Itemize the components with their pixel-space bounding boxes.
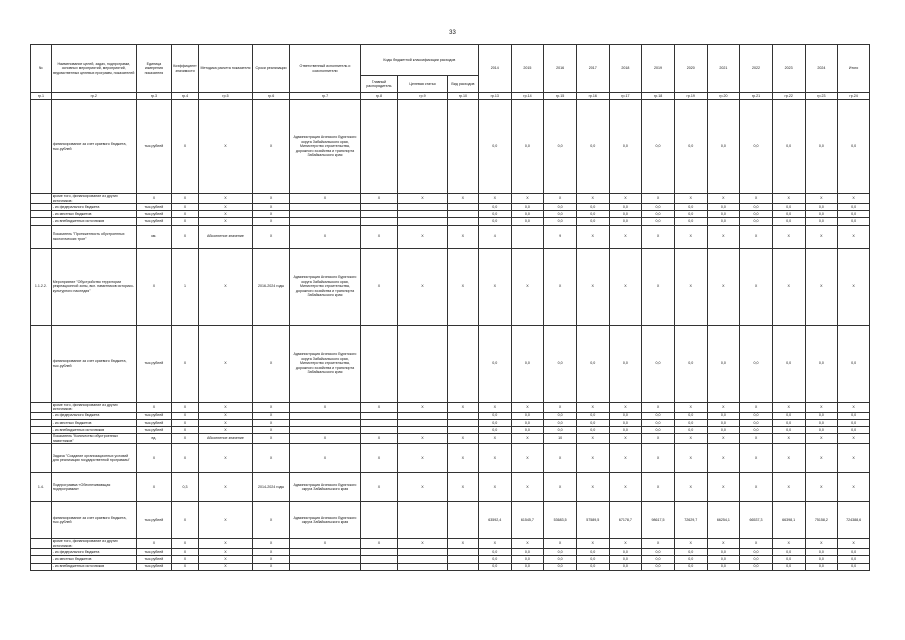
page-number: 33 [449,30,456,36]
colnum: гр.10 [447,93,478,100]
header-year: 2024 [805,45,838,93]
header-name: Наименование целей, задач, подпрограмм, основных мероприятий, мероприятий, ведомственных целевых программ, показателей [51,45,136,93]
header-year: 2022 [740,45,773,93]
colnum: гр.19 [674,93,707,100]
header-year: 2016 [544,45,577,93]
colnum: гр.1 [31,93,52,100]
table-row-local: - из местных бюджетов тыс.рублей Х Х Х 0,0 0,0 0,0 0,0 0,0 0,0 0,0 0,0 0,0 0,0 0,0 0,0 [31,211,870,218]
table-row-other-sources: кроме того, финансирование из других источников: Х Х Х Х Х Х Х Х Х Х Х Х Х Х Х Х Х Х Х Х [31,194,870,204]
column-numbers-row [31,93,870,100]
header-year: 2019 [642,45,675,93]
table-row-federal: - из федерального бюджета тыс.рублей Х Х Х 0,0 0,0 0,0 0,0 0,0 0,0 0,0 0,0 0,0 0,0 0,0 0,0 [31,204,870,211]
header-executor: Ответственный исполнитель и соисполнители [290,45,361,93]
header-codes: Коды бюджетной классификации расходов [360,45,478,76]
colnum: гр.3 [136,93,171,100]
colnum: гр.18 [642,93,675,100]
colnum: гр.9 [398,93,448,100]
header-cs: Целевая статья [398,76,448,93]
table-row-extrabudget: - из внебюджетных источников тыс.рублей Х Х Х 0,0 0,0 0,0 0,0 0,0 0,0 0,0 0,0 0,0 0,0 0,0 0,0 [31,426,870,433]
colnum: гр.7 [290,93,361,100]
colnum: гр.13 [478,93,511,100]
header-year: 2021 [707,45,740,93]
header-method: Методика расчета показателя [198,45,252,93]
table-row-indicator-monuments: Показатель "Количество обустроенных памятников" ед. Х Абсолютное значение Х Х Х Х Х Х Х 10 Х Х Х Х Х Х Х Х Х [31,434,870,444]
table-row-financing-regional: финансирование за счет краевого бюджета, тыс.рублей тыс.рублей Х Х Х Администрация Агинского Бурятского округа Забайкальского края, Министерство строительства, дорожного хозяйства и транспорта Забайкальского края 0,0 0,0 0,0 0,0 0,0 0,0 0,0 0,0 0,0 0,0 0,0 0,0 [31,100,870,194]
table-row-federal: - из федерального бюджета тыс.рублей Х Х Х 0,0 0,0 0,0 0,0 0,0 0,0 0,0 0,0 0,0 0,0 0,0 0,0 [31,549,870,556]
header-no: № [31,45,52,93]
table-row-task: Задача "Создание организационных условий для реализации государственной программы" Х Х Х Х Х Х Х Х Х Х Х Х Х Х Х Х Х Х Х Х [31,444,870,473]
table-row-other-sources: кроме того, финансирование из других источников: Х Х Х Х Х Х Х Х Х Х Х Х Х Х Х Х Х Х Х Х [31,402,870,412]
colnum: гр.20 [707,93,740,100]
colnum: гр.17 [609,93,642,100]
colnum: гр.6 [252,93,289,100]
table-row-subprogram: 1.4. Подпрограмма «Обеспечивающая подпрограмма» Х 0,3 Х 2014-2024 годы Администрация Агинского Бурятского округа Забайкальского края Х Х Х Х Х Х Х Х Х Х Х Х Х Х Х [31,473,870,502]
colnum: гр.24 [838,93,870,100]
table-row-local: - из местных бюджетов тыс.рублей Х Х Х 0,0 0,0 0,0 0,0 0,0 0,0 0,0 0,0 0,0 0,0 0,0 0,0 [31,419,870,426]
table-row-financing-regional: финансирование за счет краевого бюджета, тыс.рублей тыс.рублей Х Х Х Администрация Агинского Бурятского округа Забайкальского края, Министерство строительства, дорожного хозяйства и транспорта Забайкальского края 0,0 0,0 0,0 0,0 0,0 0,0 0,0 0,0 0,0 0,0 0,0 0,0 [31,325,870,402]
table-row-other-sources: кроме того, финансирование из других источников: Х Х Х Х Х Х Х Х Х Х Х Х Х Х Х Х Х Х Х Х [31,539,870,549]
table-row-federal: - из федерального бюджета тыс.рублей Х Х Х 0,0 0,0 0,0 0,0 0,0 0,0 0,0 0,0 0,0 0,0 0,0 0,0 [31,412,870,419]
colnum: гр.23 [805,93,838,100]
table-row-financing-regional: финансирование за счет краевого бюджета, тыс.рублей тыс.рублей Х Х Х Администрация Агинского Бурятского округа Забайкальского края 63592,4 61545,7 53683,5 57589,5 67178,7 98617,5 72629,7 66254,1 66537,3 66398,1 75158,2 724388,6 [31,502,870,539]
header-year: 2015 [511,45,544,93]
executor-cell: Администрация Агинского Бурятского округа Забайкальского края, Министерство строительства, дорожного хозяйства и транспорта Забайкальского края [290,100,361,194]
table-body [31,93,870,571]
table-row-local: - из местных бюджетов тыс.рублей Х Х Х 0,0 0,0 0,0 0,0 0,0 0,0 0,0 0,0 0,0 0,0 0,0 0,0 [31,556,870,563]
colnum: гр.14 [511,93,544,100]
header-year: 2018 [609,45,642,93]
colnum: гр.21 [740,93,773,100]
row-label: финансирование за счет краевого бюджета, тыс.рублей [51,100,136,194]
header-coef: Коэффициент значимости [172,45,199,93]
program-table [30,44,870,571]
colnum: гр.2 [51,93,136,100]
header-glav: Главный распорядитель [360,76,397,93]
colnum: гр.15 [544,93,577,100]
table-row-measure: 1.1.2.2. Мероприятие "Обустройство территории рекреационной зоны, вкл. памятников историко-культурного наследия" Х 1 Х 2016-2024 годы Администрация Агинского Бурятского округа Забайкальского края, Министерство строительства, дорожного хозяйства и транспорта Забайкальского края Х Х Х Х Х Х Х Х Х Х Х Х Х Х Х [31,248,870,325]
header-unit: Единица измерения показателя [136,45,171,93]
colnum: гр.22 [772,93,805,100]
table-row-extrabudget: - из внебюджетных источников тыс.рублей Х Х Х 0,0 0,0 0,0 0,0 0,0 0,0 0,0 0,0 0,0 0,0 0,0 0,0 [31,218,870,225]
table-row-indicator-trails: Показатель "Протяженность обустроенных экологических троп" км. Х Абсолютное значение Х Х Х Х Х 4 9 Х Х Х Х Х Х Х Х Х [31,225,870,248]
header-year: 2020 [674,45,707,93]
colnum: гр.16 [576,93,609,100]
colnum: гр.5 [198,93,252,100]
table-row-extrabudget: - из внебюджетных источников тыс.рублей Х Х Х 0,0 0,0 0,0 0,0 0,0 0,0 0,0 0,0 0,0 0,0 0,0 0,0 [31,563,870,570]
header-year: 2014 [478,45,511,93]
colnum: гр.8 [360,93,397,100]
table-header [31,45,870,93]
header-terms: Сроки реализации [252,45,289,93]
header-year: 2017 [576,45,609,93]
header-year: 2023 [772,45,805,93]
colnum: гр.4 [172,93,199,100]
header-vr: Вид расходов [447,76,478,93]
header-total: Итого [838,45,870,93]
